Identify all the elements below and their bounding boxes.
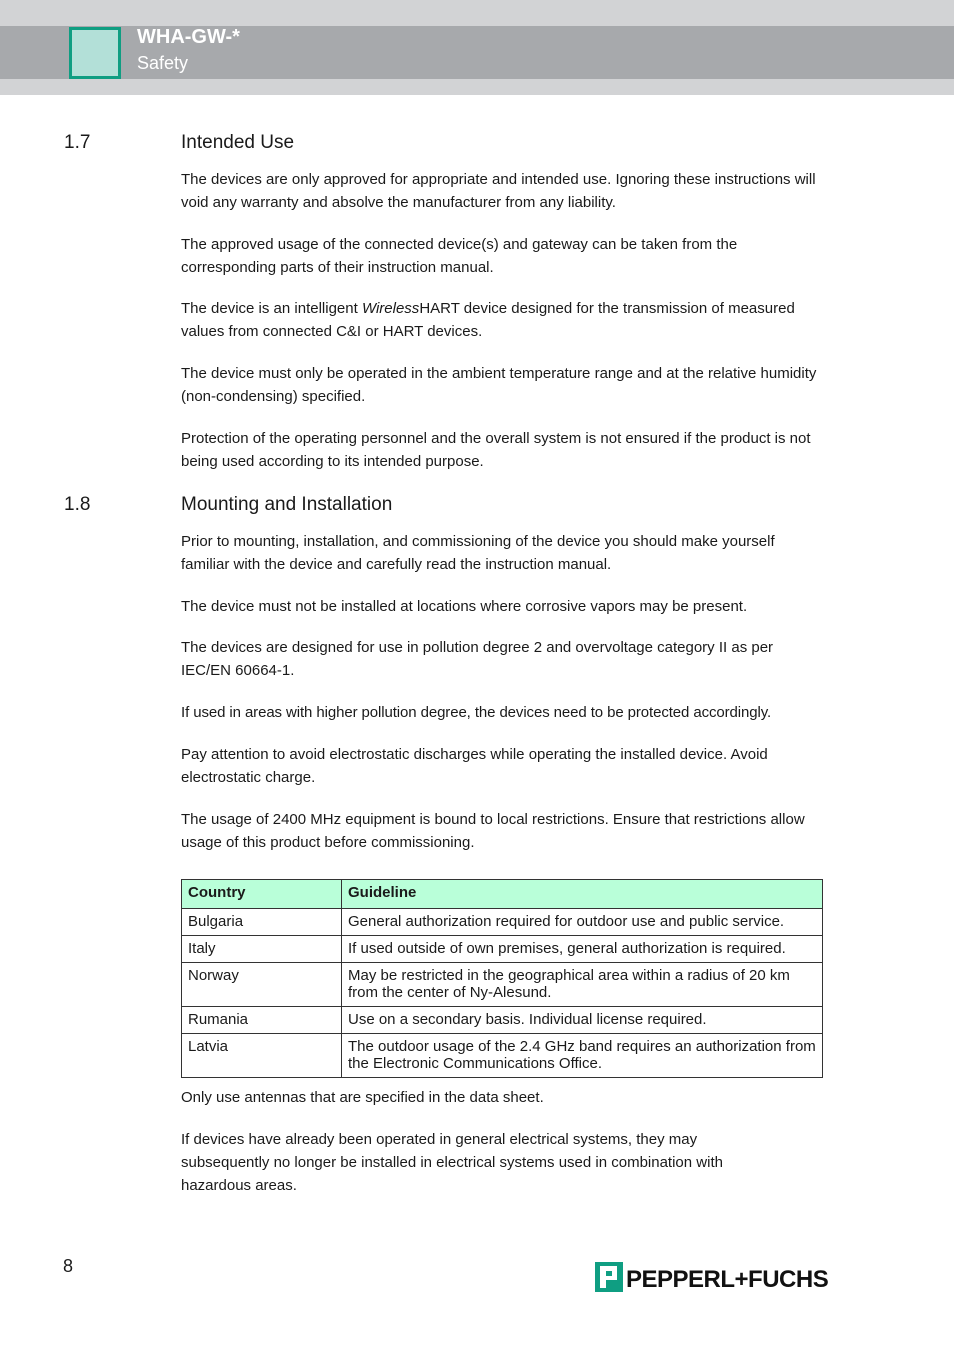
paragraph: The devices are designed for use in pollution degree 2 and overvoltage category II as per IEC/EN 60664-1.	[181, 639, 774, 679]
section-number: 1.8	[64, 494, 91, 515]
paragraph-italic-text: Wireless	[361, 300, 420, 317]
table-row	[182, 936, 823, 963]
section-title: Intended Use	[181, 132, 295, 153]
table-row	[182, 963, 823, 1007]
paragraph-wirelesshart	[181, 297, 826, 343]
guideline-cell: Use on a secondary basis. Individual license required.	[342, 1007, 823, 1034]
guideline-cell: May be restricted in the geographical area within a radius of 20 km from the center of Ny-Alesund.	[342, 963, 823, 1007]
country-cell: Italy	[182, 936, 342, 963]
header-bottom-band	[0, 79, 954, 95]
section-title: Mounting and Installation	[181, 494, 393, 515]
document-title: WHA-GW-*	[137, 26, 240, 48]
table-header-row	[182, 880, 823, 909]
pf-logo-icon	[595, 1262, 623, 1292]
paragraph: Only use antennas that are specified in the data sheet.	[181, 1089, 544, 1106]
country-cell: Latvia	[182, 1034, 342, 1078]
paragraph: Pay attention to avoid electrostatic discharges while operating the installed device. Avoid electrostatic charge.	[181, 746, 768, 786]
paragraph: The devices are only approved for appropriate and intended use. Ignoring these instructions will void any warranty and absolve the manufacturer from any liability.	[181, 171, 816, 211]
paragraph: If devices have already been operated in general electrical systems, they may subsequently no longer be installed in electrical systems used in combination with hazardous areas.	[181, 1131, 723, 1194]
country-cell: Norway	[182, 963, 342, 1007]
chapter-marker-square	[69, 27, 121, 79]
table-row	[182, 909, 823, 936]
paragraph: The approved usage of the connected device(s) and gateway can be taken from the corresponding parts of their instruction manual.	[181, 236, 738, 276]
guideline-cell: General authorization required for outdoor use and public service.	[342, 909, 823, 936]
paragraph: Protection of the operating personnel and the overall system is not ensured if the product is not being used according to its intended purpose.	[181, 430, 811, 470]
paragraph: The device must only be operated in the ambient temperature range and at the relative humidity (non-condensing) specified.	[181, 365, 817, 405]
column-header-guideline: Guideline	[342, 880, 823, 909]
brand-name: PEPPERL+FUCHS	[626, 1266, 829, 1293]
pepperl-fuchs-logo	[595, 1262, 829, 1294]
section-number: 1.7	[64, 132, 91, 153]
country-cell: Bulgaria	[182, 909, 342, 936]
guideline-cell: The outdoor usage of the 2.4 GHz band requires an authorization from the Electronic Communications Office.	[342, 1034, 823, 1078]
table-row	[182, 1007, 823, 1034]
chapter-title: Safety	[137, 53, 189, 73]
country-cell: Rumania	[182, 1007, 342, 1034]
paragraph-text: HART device designed for the transmission of measured values from connected C&I or HART devices.	[181, 300, 795, 340]
paragraph-text: The device is an intelligent	[181, 300, 362, 317]
table-row	[182, 1034, 823, 1078]
paragraph: If used in areas with higher pollution degree, the devices need to be protected accordingly.	[181, 704, 772, 721]
paragraph: The device must not be installed at locations where corrosive vapors may be present.	[181, 598, 748, 615]
guideline-cell: If used outside of own premises, general authorization is required.	[342, 936, 823, 963]
paragraph: Prior to mounting, installation, and commissioning of the device you should make yourself familiar with the device and carefully read the instruction manual.	[181, 533, 775, 573]
column-header-country: Country	[182, 880, 342, 909]
page-number: 8	[63, 1256, 74, 1276]
header-top-band	[0, 0, 954, 26]
country-guideline-table	[181, 879, 823, 1078]
paragraph: The usage of 2400 MHz equipment is bound to local restrictions. Ensure that restrictions allow usage of this product before commissioning.	[181, 811, 805, 851]
